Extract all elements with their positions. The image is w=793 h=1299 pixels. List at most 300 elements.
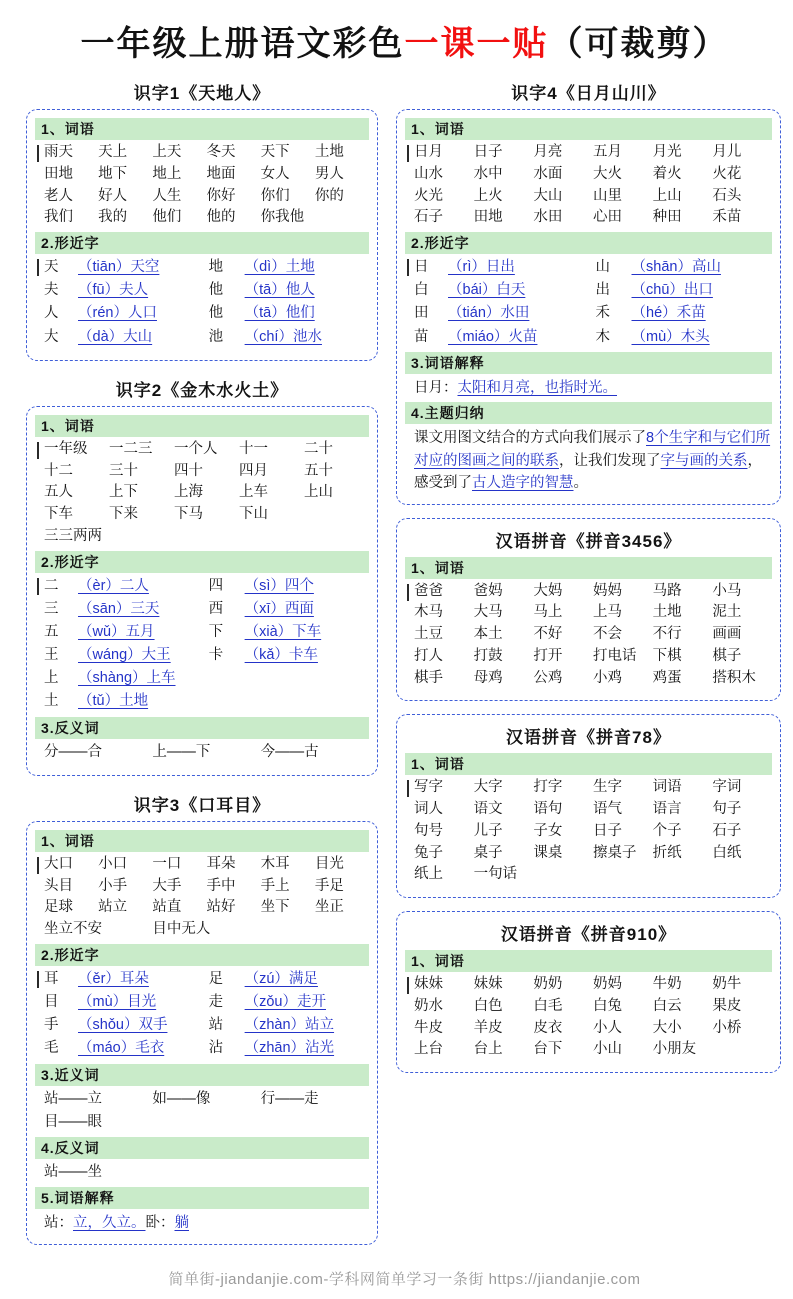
word: 台上 (473, 1041, 503, 1058)
character: 田 (414, 305, 429, 322)
character: 耳 (44, 970, 59, 987)
word: 擦桌子 (593, 844, 637, 861)
word: 棋子 (712, 647, 742, 664)
text-segment: 站： (44, 1215, 73, 1232)
section-box (396, 911, 781, 1073)
word: 你好 (206, 187, 236, 204)
word: 小手 (98, 877, 128, 894)
pinyin-word: （zǒu）走开 (244, 994, 326, 1010)
word-row (44, 164, 369, 186)
text-segment: 卧： (145, 1215, 175, 1232)
pinyin-word: （zhàn）站立 (244, 1017, 335, 1034)
word: 耳朵 (206, 855, 236, 872)
character: 他 (208, 282, 224, 299)
word-row (44, 142, 369, 164)
word-list (35, 854, 369, 941)
similar-character-row (414, 279, 772, 302)
word: 搭积木 (712, 669, 756, 686)
word: 目中无人 (152, 921, 211, 938)
word: 日子 (473, 144, 503, 160)
word: 马路 (652, 582, 682, 599)
pinyin-word: （kǎ）卡车 (244, 647, 318, 664)
word: 上车 (239, 484, 268, 501)
character: 王 (44, 647, 59, 664)
pinyin-word: （miáo）火苗 (448, 328, 538, 345)
word: 母鸡 (473, 669, 503, 686)
word: 四月 (239, 462, 268, 479)
word: 女人 (260, 165, 290, 182)
word-row (414, 996, 772, 1018)
section-title: 识字4《日月山川》 (511, 84, 666, 103)
word: 上下 (109, 484, 138, 501)
word: 月亮 (533, 144, 563, 160)
word: 十二 (44, 462, 73, 479)
word: 石头 (712, 187, 742, 204)
word: 一年级 (44, 440, 88, 457)
word-pair: 站——立 (44, 1090, 102, 1107)
word: 十一 (239, 440, 268, 457)
word: 上山 (652, 187, 682, 204)
word-pair: 分——合 (44, 743, 102, 760)
section-title: 汉语拼音《拼音3456》 (495, 531, 682, 551)
subheader: 1、词语 (35, 118, 369, 140)
word: 打字 (533, 779, 563, 796)
word: 语言 (652, 801, 682, 818)
section-box (26, 406, 378, 776)
word: 棋手 (414, 669, 443, 686)
word-pair-row (44, 1161, 369, 1184)
subheader: 2.形近字 (405, 232, 772, 254)
word: 站立 (98, 899, 128, 916)
word-row (414, 624, 772, 646)
word-row (414, 974, 772, 996)
pinyin-word: （tā）他人 (244, 282, 315, 299)
pinyin-word: （tiān）天空 (78, 259, 160, 275)
pinyin-word: （shàng）上车 (78, 670, 176, 687)
explanation-text (405, 376, 772, 400)
word: 大小 (652, 1019, 682, 1036)
word-row (414, 602, 772, 624)
pinyin-word: （rén）人口 (78, 305, 157, 322)
word: 头目 (44, 877, 73, 894)
subheader: 3.近义词 (35, 1064, 369, 1086)
section-title: 汉语拼音《拼音78》 (506, 728, 671, 748)
section-title: 识字1《天地人》 (133, 84, 271, 103)
subheader: 2.形近字 (35, 232, 369, 254)
character: 人 (44, 305, 59, 322)
word: 你我他 (260, 209, 305, 226)
pinyin-word: （tā）他们 (244, 305, 315, 322)
similar-character-row (414, 256, 772, 279)
pinyin-word: （dì）土地 (244, 259, 315, 275)
word: 四十 (174, 462, 203, 479)
word-pair: 目——眼 (44, 1113, 102, 1130)
section-box (396, 518, 781, 702)
word: 三三两两 (44, 527, 102, 544)
word-row (414, 777, 772, 799)
word: 打鼓 (473, 647, 503, 664)
pinyin-word: （tián）水田 (448, 305, 530, 322)
title-prefix: 一年级上册语文彩色 (80, 26, 405, 63)
word: 田地 (44, 165, 73, 182)
similar-character-row (44, 667, 369, 690)
word: 一二三 (109, 440, 153, 457)
word: 目光 (314, 855, 344, 872)
word: 小马 (712, 582, 742, 599)
subheader: 1、词语 (405, 950, 772, 972)
word: 水中 (473, 165, 503, 182)
word: 奶水 (414, 997, 443, 1014)
word: 月光 (652, 144, 682, 160)
word: 纸上 (414, 866, 443, 883)
word: 心田 (593, 209, 622, 226)
text-segment: 古人造字的智慧 (472, 475, 574, 492)
section-box (396, 714, 781, 898)
word: 爸爸 (414, 582, 443, 599)
character: 二 (44, 577, 59, 594)
pinyin-word: （tǔ）土地 (78, 693, 149, 710)
word-pair-row (44, 741, 369, 764)
word-row (44, 897, 369, 919)
word-row (414, 1018, 772, 1040)
character: 山 (595, 259, 610, 275)
pinyin-word: （zhān）沾光 (244, 1040, 335, 1057)
word: 田地 (473, 209, 503, 226)
word: 大火 (593, 165, 622, 182)
word: 打人 (414, 647, 443, 664)
text-segment: ，让我们发现了 (559, 452, 661, 469)
word: 五月 (593, 144, 622, 160)
word: 日月 (414, 144, 443, 160)
word: 妹妹 (414, 976, 443, 993)
word: 山水 (414, 165, 443, 182)
word: 白兔 (593, 997, 622, 1014)
text-segment: 字与画的关系 (660, 452, 748, 469)
word: 石子 (414, 209, 443, 226)
character: 天 (44, 259, 59, 275)
word: 爸妈 (473, 582, 503, 599)
word: 皮衣 (533, 1019, 563, 1036)
similar-character-row (44, 644, 369, 667)
subheader: 4.反义词 (35, 1137, 369, 1159)
word: 坐下 (260, 899, 290, 916)
word: 大手 (152, 877, 182, 894)
subheader: 1、词语 (35, 415, 369, 437)
word-list (405, 581, 772, 690)
word: 折纸 (652, 844, 682, 861)
section-shizi-4 (396, 77, 781, 505)
pinyin-word: （rì）日出 (448, 259, 515, 275)
word-list (405, 142, 772, 229)
word: 奶奶 (533, 976, 563, 993)
word: 牛奶 (652, 976, 682, 993)
character: 上 (44, 670, 59, 687)
word: 火花 (712, 165, 742, 182)
character: 禾 (595, 305, 610, 322)
word: 木耳 (260, 855, 290, 872)
pinyin-word: （hé）禾苗 (631, 305, 706, 322)
pinyin-word: （mù）木头 (631, 328, 710, 345)
pinyin-word: （wǔ）五月 (78, 623, 155, 640)
word: 小人 (593, 1019, 622, 1036)
word: 泥土 (712, 604, 742, 621)
text-segment: 立，久立。 (73, 1215, 146, 1232)
section-pinyin-3456 (396, 518, 781, 702)
subheader: 3.词语解释 (405, 352, 772, 374)
word: 站直 (152, 899, 182, 916)
word: 本土 (473, 626, 503, 643)
pinyin-word: （xī）西面 (244, 600, 314, 617)
word: 地下 (98, 165, 128, 182)
word: 不好 (533, 626, 563, 643)
subheader: 1、词语 (405, 753, 772, 775)
word: 五人 (44, 484, 73, 501)
section-shizi-1 (26, 77, 378, 361)
word: 月儿 (712, 144, 742, 160)
character: 四 (208, 577, 224, 594)
word: 土豆 (414, 626, 443, 643)
word: 妹妹 (473, 976, 503, 993)
word: 地上 (152, 165, 182, 182)
word: 白色 (473, 997, 503, 1014)
word: 白纸 (712, 844, 742, 861)
character: 走 (208, 994, 224, 1010)
word: 冬天 (206, 144, 236, 160)
character: 他 (208, 305, 224, 322)
word: 你的 (314, 187, 344, 204)
word: 坐立不安 (44, 921, 102, 938)
similar-character-row (44, 302, 369, 325)
word: 子女 (533, 822, 563, 839)
word-pair: 行——走 (260, 1090, 319, 1107)
character: 木 (595, 328, 610, 345)
similar-character-row (44, 1037, 369, 1060)
word: 写字 (414, 779, 443, 796)
word-pair: 如——像 (152, 1090, 211, 1107)
word: 你们 (260, 187, 290, 204)
character: 下 (208, 623, 224, 640)
word: 小口 (98, 855, 128, 872)
word-row (414, 142, 772, 164)
subheader: 3.反义词 (35, 717, 369, 739)
pinyin-word: （shān）高山 (631, 259, 721, 275)
word-row (414, 1039, 772, 1061)
word-list (405, 974, 772, 1061)
pinyin-word: （mù）目光 (78, 994, 157, 1010)
text-segment: 日月： (414, 379, 458, 396)
word: 生字 (593, 779, 622, 796)
similar-character-row (44, 1014, 369, 1037)
word-row (44, 876, 369, 898)
word: 一个人 (174, 440, 218, 457)
word-row (414, 164, 772, 186)
character: 土 (44, 693, 59, 710)
word: 词语 (652, 779, 682, 796)
left-column (26, 77, 378, 1258)
word: 地面 (206, 165, 236, 182)
pinyin-word: （sān）三天 (78, 600, 160, 617)
pinyin-word: （chí）池水 (244, 328, 322, 345)
similar-character-row (44, 621, 369, 644)
word: 羊皮 (473, 1019, 503, 1036)
word-pair: 今——古 (260, 743, 319, 760)
content-columns (26, 77, 783, 1258)
similar-characters (405, 256, 772, 349)
pinyin-word: （dà）大山 (78, 328, 153, 345)
word: 石子 (712, 822, 742, 839)
word: 二十 (304, 440, 333, 457)
section-title: 汉语拼音《拼音910》 (500, 925, 677, 945)
word-pair: 上——下 (152, 743, 211, 760)
word: 公鸡 (533, 669, 563, 686)
word: 个子 (652, 822, 682, 839)
pinyin-word: （zú）满足 (244, 970, 318, 987)
character: 夫 (44, 282, 59, 299)
word: 人生 (152, 187, 182, 204)
word: 妈妈 (593, 582, 622, 599)
word: 足球 (44, 899, 73, 916)
similar-character-row (44, 575, 369, 598)
subheader: 1、词语 (35, 830, 369, 852)
word: 禾苗 (712, 209, 742, 226)
section-shizi-2 (26, 374, 378, 776)
word: 坐正 (314, 899, 344, 916)
word-pairs (35, 1088, 369, 1134)
word: 土地 (314, 144, 344, 160)
character: 足 (208, 970, 224, 987)
character: 白 (414, 282, 429, 299)
text-segment: 8个生字和与它们所对应的图画之间的联系 (414, 430, 771, 469)
word: 我的 (98, 209, 128, 226)
word: 种田 (652, 209, 682, 226)
character: 日 (414, 259, 429, 275)
character: 五 (44, 623, 59, 640)
word: 打开 (533, 647, 563, 664)
section-box (396, 109, 781, 505)
word: 五十 (304, 462, 333, 479)
word: 字词 (712, 779, 742, 796)
word-row (414, 668, 772, 690)
similar-character-row (414, 302, 772, 325)
word: 上火 (473, 187, 503, 204)
pinyin-word: （wáng）大王 (78, 647, 171, 664)
word-row (44, 439, 369, 461)
section-pinyin-910 (396, 911, 781, 1073)
subheader: 5.词语解释 (35, 1187, 369, 1209)
similar-character-row (44, 256, 369, 279)
word: 大口 (44, 855, 73, 872)
similar-characters (35, 575, 369, 714)
word: 我们 (44, 209, 73, 226)
watermark: 简单街-jiandanjie.com-学科网简单学习一条街 https://jiandanjie.com (168, 1270, 641, 1288)
word: 画画 (712, 626, 742, 643)
word: 上马 (593, 604, 622, 621)
similar-character-row (44, 326, 369, 349)
text-segment: ，感受到了 (414, 452, 762, 492)
word: 牛皮 (414, 1019, 443, 1036)
word: 语文 (473, 801, 503, 818)
title-highlight: 一课一贴 (404, 26, 549, 63)
word-row (44, 504, 369, 526)
pinyin-word: （xià）下车 (244, 623, 322, 640)
word: 大妈 (533, 582, 563, 599)
similar-character-row (44, 598, 369, 621)
section-box (26, 821, 378, 1245)
word: 大山 (533, 187, 563, 204)
word: 一口 (152, 855, 182, 872)
word-row (414, 821, 772, 843)
word: 站好 (206, 899, 236, 916)
word: 打电话 (593, 647, 637, 664)
word: 手上 (260, 877, 290, 894)
word: 天下 (260, 144, 290, 160)
word-pairs (35, 741, 369, 764)
word: 雨天 (44, 144, 73, 160)
word: 山里 (593, 187, 622, 204)
word: 儿子 (473, 822, 503, 839)
section-shizi-3 (26, 789, 378, 1245)
word: 下棋 (652, 647, 682, 664)
word: 老人 (44, 187, 73, 204)
explanation-text (405, 426, 772, 495)
word: 台下 (533, 1041, 563, 1058)
word: 小朋友 (652, 1041, 697, 1058)
word: 白云 (652, 997, 682, 1014)
word-row (44, 919, 369, 941)
word-row (414, 843, 772, 865)
similar-character-row (44, 968, 369, 991)
character: 出 (595, 282, 610, 299)
word: 水面 (533, 165, 563, 182)
word-row (414, 581, 772, 603)
character: 苗 (414, 328, 429, 345)
character: 毛 (44, 1040, 59, 1057)
word: 手足 (314, 877, 344, 894)
pinyin-word: （sì）四个 (244, 577, 314, 594)
pinyin-word: （bái）白天 (448, 282, 526, 299)
word: 上山 (304, 484, 333, 501)
word: 三十 (109, 462, 138, 479)
word-row (44, 854, 369, 876)
word: 句号 (414, 822, 443, 839)
word: 白毛 (533, 997, 563, 1014)
word: 奶妈 (593, 976, 622, 993)
word-row (414, 799, 772, 821)
word-row (44, 526, 369, 548)
word-pairs (35, 1161, 369, 1184)
character: 卡 (208, 647, 224, 664)
character: 站 (208, 1017, 224, 1034)
word-row (44, 186, 369, 208)
word: 一句话 (473, 866, 518, 883)
similar-characters (35, 968, 369, 1061)
word: 上台 (414, 1041, 443, 1058)
character: 地 (208, 259, 224, 275)
word: 大字 (473, 779, 503, 796)
right-column (396, 77, 781, 1086)
page-title (26, 16, 783, 65)
word-row (44, 207, 369, 229)
character: 沾 (208, 1040, 224, 1057)
word: 语句 (533, 801, 563, 818)
word: 日子 (593, 822, 622, 839)
word: 上海 (174, 484, 203, 501)
subheader: 4.主题归纳 (405, 402, 772, 424)
word: 天上 (98, 144, 128, 160)
text-segment: 课文用图文结合的方式向我们展示了 (414, 430, 646, 447)
word-list (405, 777, 772, 886)
similar-characters (35, 256, 369, 349)
